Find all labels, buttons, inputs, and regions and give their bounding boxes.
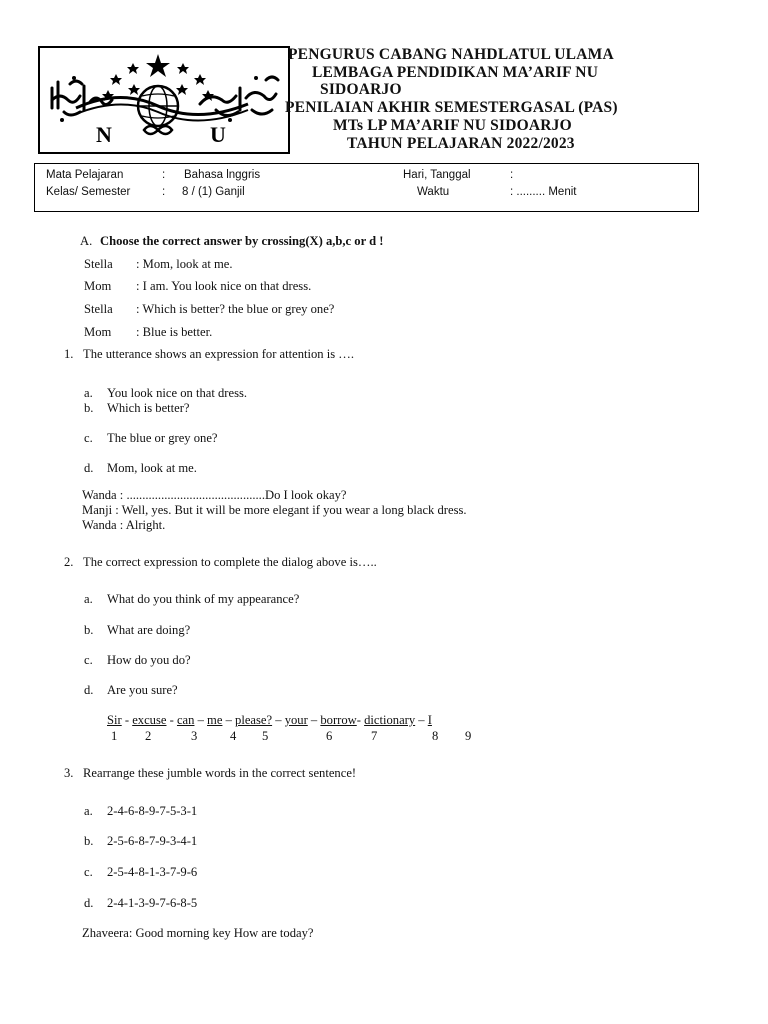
time-label: Waktu — [417, 186, 450, 198]
class-value: 8 / (1) Ganjil — [182, 186, 245, 198]
jumble-number: 6 — [326, 729, 333, 743]
subject-label: Mata Pelajaran — [46, 169, 124, 181]
jumble-word: me — [207, 713, 223, 727]
dialog2-line: Wanda : ............................................Do I look okay? — [82, 488, 347, 502]
nu-logo — [38, 46, 290, 154]
dialog1-line: : Mom, look at me. — [136, 257, 233, 271]
option-text[interactable]: The blue or grey one? — [107, 431, 218, 445]
jumble-separator: - — [166, 713, 177, 727]
jumble-word: please? — [235, 713, 273, 727]
question-number: 1. — [64, 347, 74, 361]
option-text[interactable]: You look nice on that dress. — [107, 386, 248, 400]
option-letter[interactable]: d. — [84, 896, 94, 910]
exam-info-box — [34, 163, 699, 212]
nu-emblem-icon — [40, 48, 288, 152]
dialog2-line: Manji : Well, yes. But it will be more elegant if you wear a long black dress. — [82, 503, 467, 517]
option-text[interactable]: 2-4-1-3-9-7-6-8-5 — [107, 896, 198, 910]
jumble-word: I — [427, 713, 432, 727]
day-label: Hari, Tanggal — [403, 169, 471, 181]
header-line-4: PENILAIAN AKHIR SEMESTERGASAL (PAS) — [285, 99, 618, 116]
option-text[interactable]: What do you think of my appearance? — [107, 592, 300, 606]
dialog2-line: Wanda : Alright. — [82, 518, 166, 532]
option-letter[interactable]: c. — [84, 431, 93, 445]
jumble-number: 5 — [262, 729, 269, 743]
jumble-separator: – — [194, 713, 208, 727]
option-letter[interactable]: d. — [84, 683, 94, 697]
header-line-1: PENGURUS CABANG NAHDLATUL ULAMA — [288, 46, 614, 63]
option-letter[interactable]: a. — [84, 386, 93, 400]
option-text[interactable]: Which is better? — [107, 401, 190, 415]
option-text[interactable]: 2-5-4-8-1-3-7-9-6 — [107, 865, 198, 879]
question-text: The correct expression to complete the dialog above is….. — [83, 555, 377, 569]
jumble-word: can — [176, 713, 195, 727]
dialog1-speaker: Mom — [84, 325, 112, 339]
jumble-number: 2 — [145, 729, 152, 743]
jumble-separator: – — [307, 713, 321, 727]
option-letter[interactable]: c. — [84, 653, 93, 667]
option-text[interactable]: 2-5-6-8-7-9-3-4-1 — [107, 834, 198, 848]
dialog3-line: Zhaveera: Good morning key How are today? — [82, 926, 314, 940]
question-text: The utterance shows an expression for attention is …. — [83, 347, 355, 361]
option-letter[interactable]: a. — [84, 592, 93, 606]
class-label: Kelas/ Semester — [46, 186, 131, 198]
time-value: : ......... Menit — [510, 186, 577, 198]
question-text: Rearrange these jumble words in the correct sentence! — [83, 766, 357, 780]
option-letter[interactable]: c. — [84, 865, 93, 879]
jumble-number: 1 — [111, 729, 118, 743]
class-colon: : — [162, 186, 166, 198]
option-letter[interactable]: b. — [84, 401, 94, 415]
jumble-number: 8 — [432, 729, 439, 743]
jumble-separator: – — [415, 713, 428, 727]
jumble-number: 4 — [230, 729, 237, 743]
jumble-separator: – — [222, 713, 236, 727]
option-letter[interactable]: b. — [84, 623, 94, 637]
day-value: : — [510, 169, 514, 181]
jumble-word: Sir — [107, 713, 122, 727]
option-letter[interactable]: a. — [84, 804, 93, 818]
jumble-separator: - — [121, 713, 133, 727]
jumble-number: 7 — [371, 729, 378, 743]
dialog1-line: : Blue is better. — [136, 325, 213, 339]
jumble-word: your — [284, 713, 308, 727]
question-number: 2. — [64, 555, 74, 569]
dialog1-line: : Which is better? the blue or grey one? — [136, 302, 335, 316]
section-instruction: Choose the correct answer by crossing(X) a,b,c or d ! — [100, 234, 384, 248]
subject-value: Bahasa lnggris — [184, 169, 261, 181]
svg-text:N: N — [96, 122, 112, 147]
dialog1-line: : I am. You look nice on that dress. — [136, 279, 312, 293]
jumble-separator: - — [356, 713, 365, 727]
jumble-number: 9 — [465, 729, 472, 743]
option-text[interactable]: Mom, look at me. — [107, 461, 197, 475]
jumble-separator: – — [272, 713, 285, 727]
option-text[interactable]: What are doing? — [107, 623, 191, 637]
header-line-5: MTs LP MA’ARIF NU SIDOARJO — [333, 117, 572, 134]
jumble-word: dictionary — [364, 713, 416, 727]
jumble-number: 3 — [191, 729, 198, 743]
jumble-word: excuse — [132, 713, 167, 727]
option-letter[interactable]: b. — [84, 834, 94, 848]
svg-text:U: U — [210, 122, 226, 147]
dialog1-speaker: Stella — [84, 302, 113, 316]
option-text[interactable]: 2-4-6-8-9-7-5-3-1 — [107, 804, 198, 818]
question-number: 3. — [64, 766, 74, 780]
jumble-word: borrow — [320, 713, 357, 727]
header-line-3: SIDOARJO — [320, 81, 402, 98]
dialog1-speaker: Mom — [84, 279, 112, 293]
jumble-words-row — [107, 713, 432, 728]
subject-colon: : — [162, 169, 166, 181]
header-line-6: TAHUN PELAJARAN 2022/2023 — [347, 135, 575, 152]
dialog1-speaker: Stella — [84, 257, 113, 271]
header-line-2: LEMBAGA PENDIDIKAN MA’ARIF NU — [312, 64, 599, 81]
option-text[interactable]: Are you sure? — [107, 683, 178, 697]
section-letter: A. — [80, 234, 93, 248]
option-letter[interactable]: d. — [84, 461, 94, 475]
option-text[interactable]: How do you do? — [107, 653, 191, 667]
